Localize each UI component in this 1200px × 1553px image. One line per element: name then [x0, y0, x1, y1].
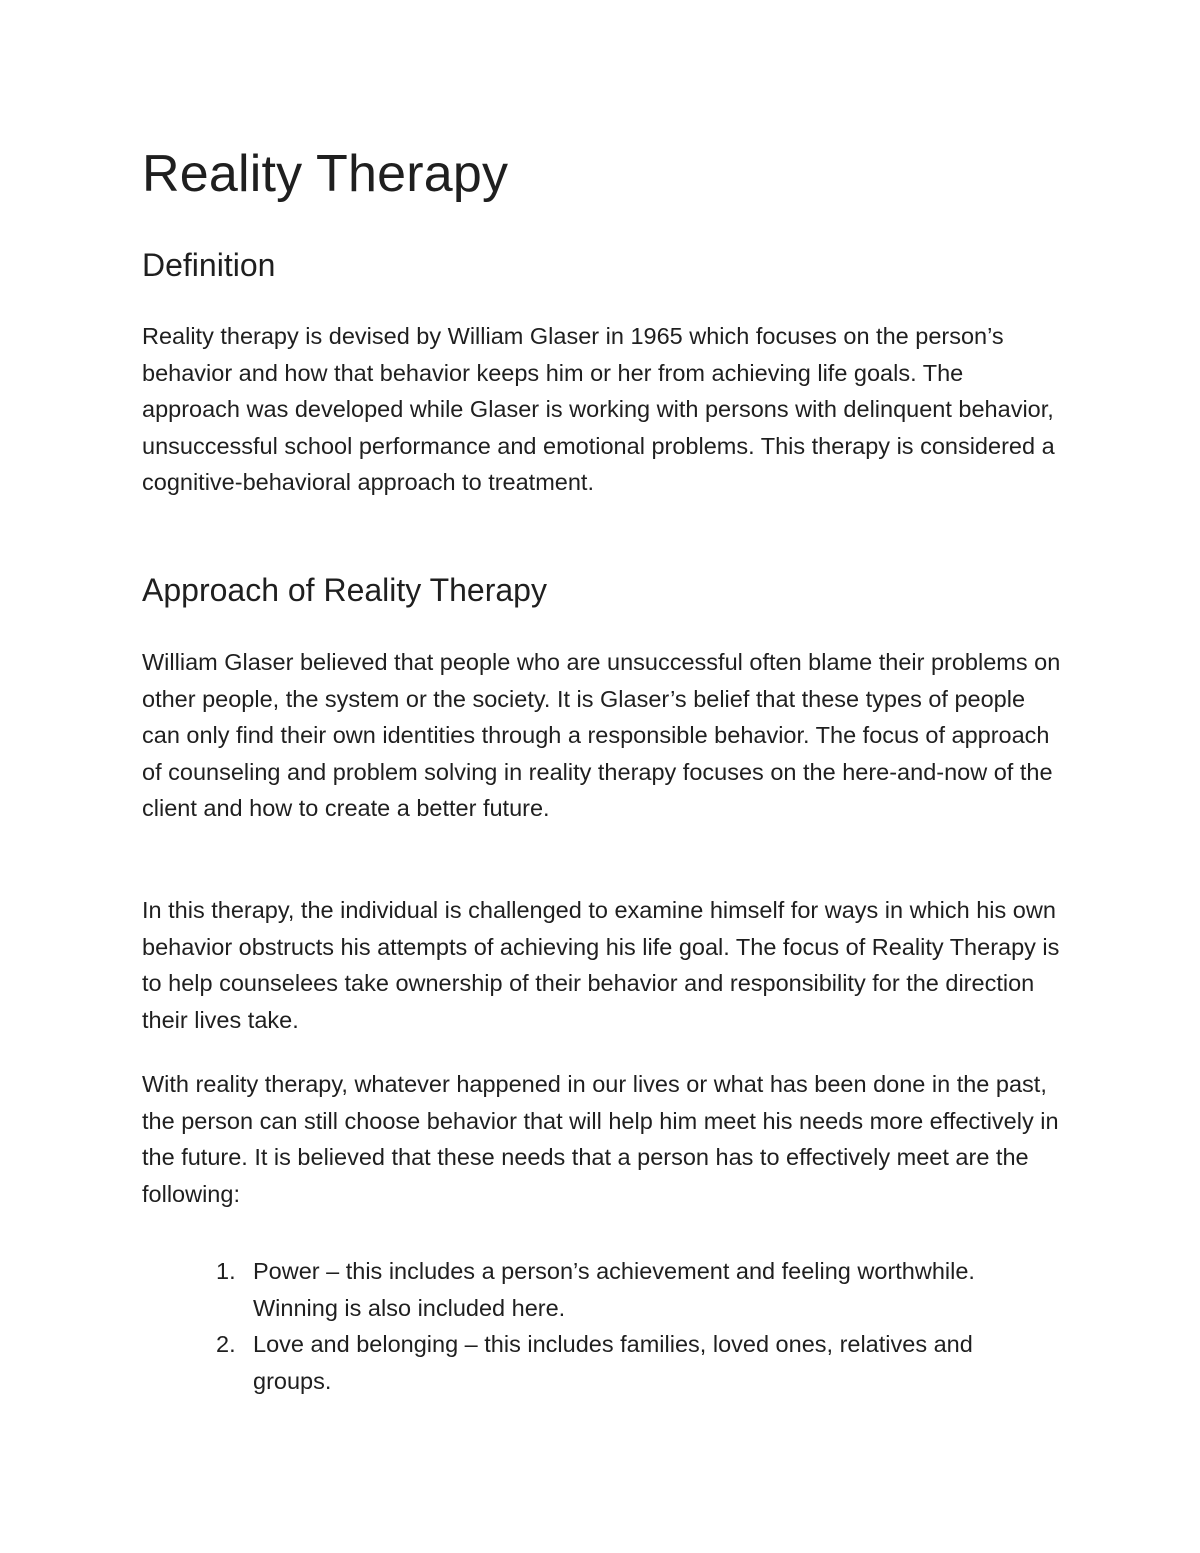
- list-item-number: 2.: [216, 1331, 236, 1357]
- list-item-text: Power – this includes a person’s achievement and feeling worthwhile. Winning is also included here.: [253, 1258, 975, 1321]
- list-item-number: 1.: [216, 1258, 236, 1284]
- approach-paragraph-1: William Glaser believed that people who are unsuccessful often blame their problems on other people, the system or the society. It is Glaser’s belief that these types of people can only find their own identities through a responsible behavior. The focus of approach of counseling and problem solving in reality therapy focuses on the here-and-now of the client and how to create a better future.: [142, 649, 1061, 821]
- section-heading-definition: Definition: [142, 247, 276, 283]
- section-heading-approach: Approach of Reality Therapy: [142, 572, 547, 608]
- document-title: Reality Therapy: [142, 145, 509, 203]
- list-item-text: Love and belonging – this includes families, loved ones, relatives and groups.: [253, 1331, 973, 1394]
- definition-paragraph: Reality therapy is devised by William Glaser in 1965 which focuses on the person’s behavior and how that behavior keeps him or her from achieving life goals. The approach was developed while Glaser is working with persons with delinquent behavior, unsuccessful school performance and emotional problems. This therapy is considered a cognitive-behavioral approach to treatment.: [142, 323, 1055, 495]
- approach-paragraph-2: In this therapy, the individual is challenged to examine himself for ways in which his own behavior obstructs his attempts of achieving his life goal. The focus of Reality Therapy is to help counselees take ownership of their behavior and responsibility for the direction their lives take.: [142, 897, 1060, 1033]
- approach-paragraph-3: With reality therapy, whatever happened in our lives or what has been done in the past, the person can still choose behavior that will help him meet his needs more effectively in the future. It is believed that these needs that a person has to effectively meet are the following:: [142, 1071, 1059, 1207]
- list-item: [142, 1326, 1023, 1399]
- needs-list: [142, 1253, 1062, 1399]
- list-item: [142, 1253, 1023, 1326]
